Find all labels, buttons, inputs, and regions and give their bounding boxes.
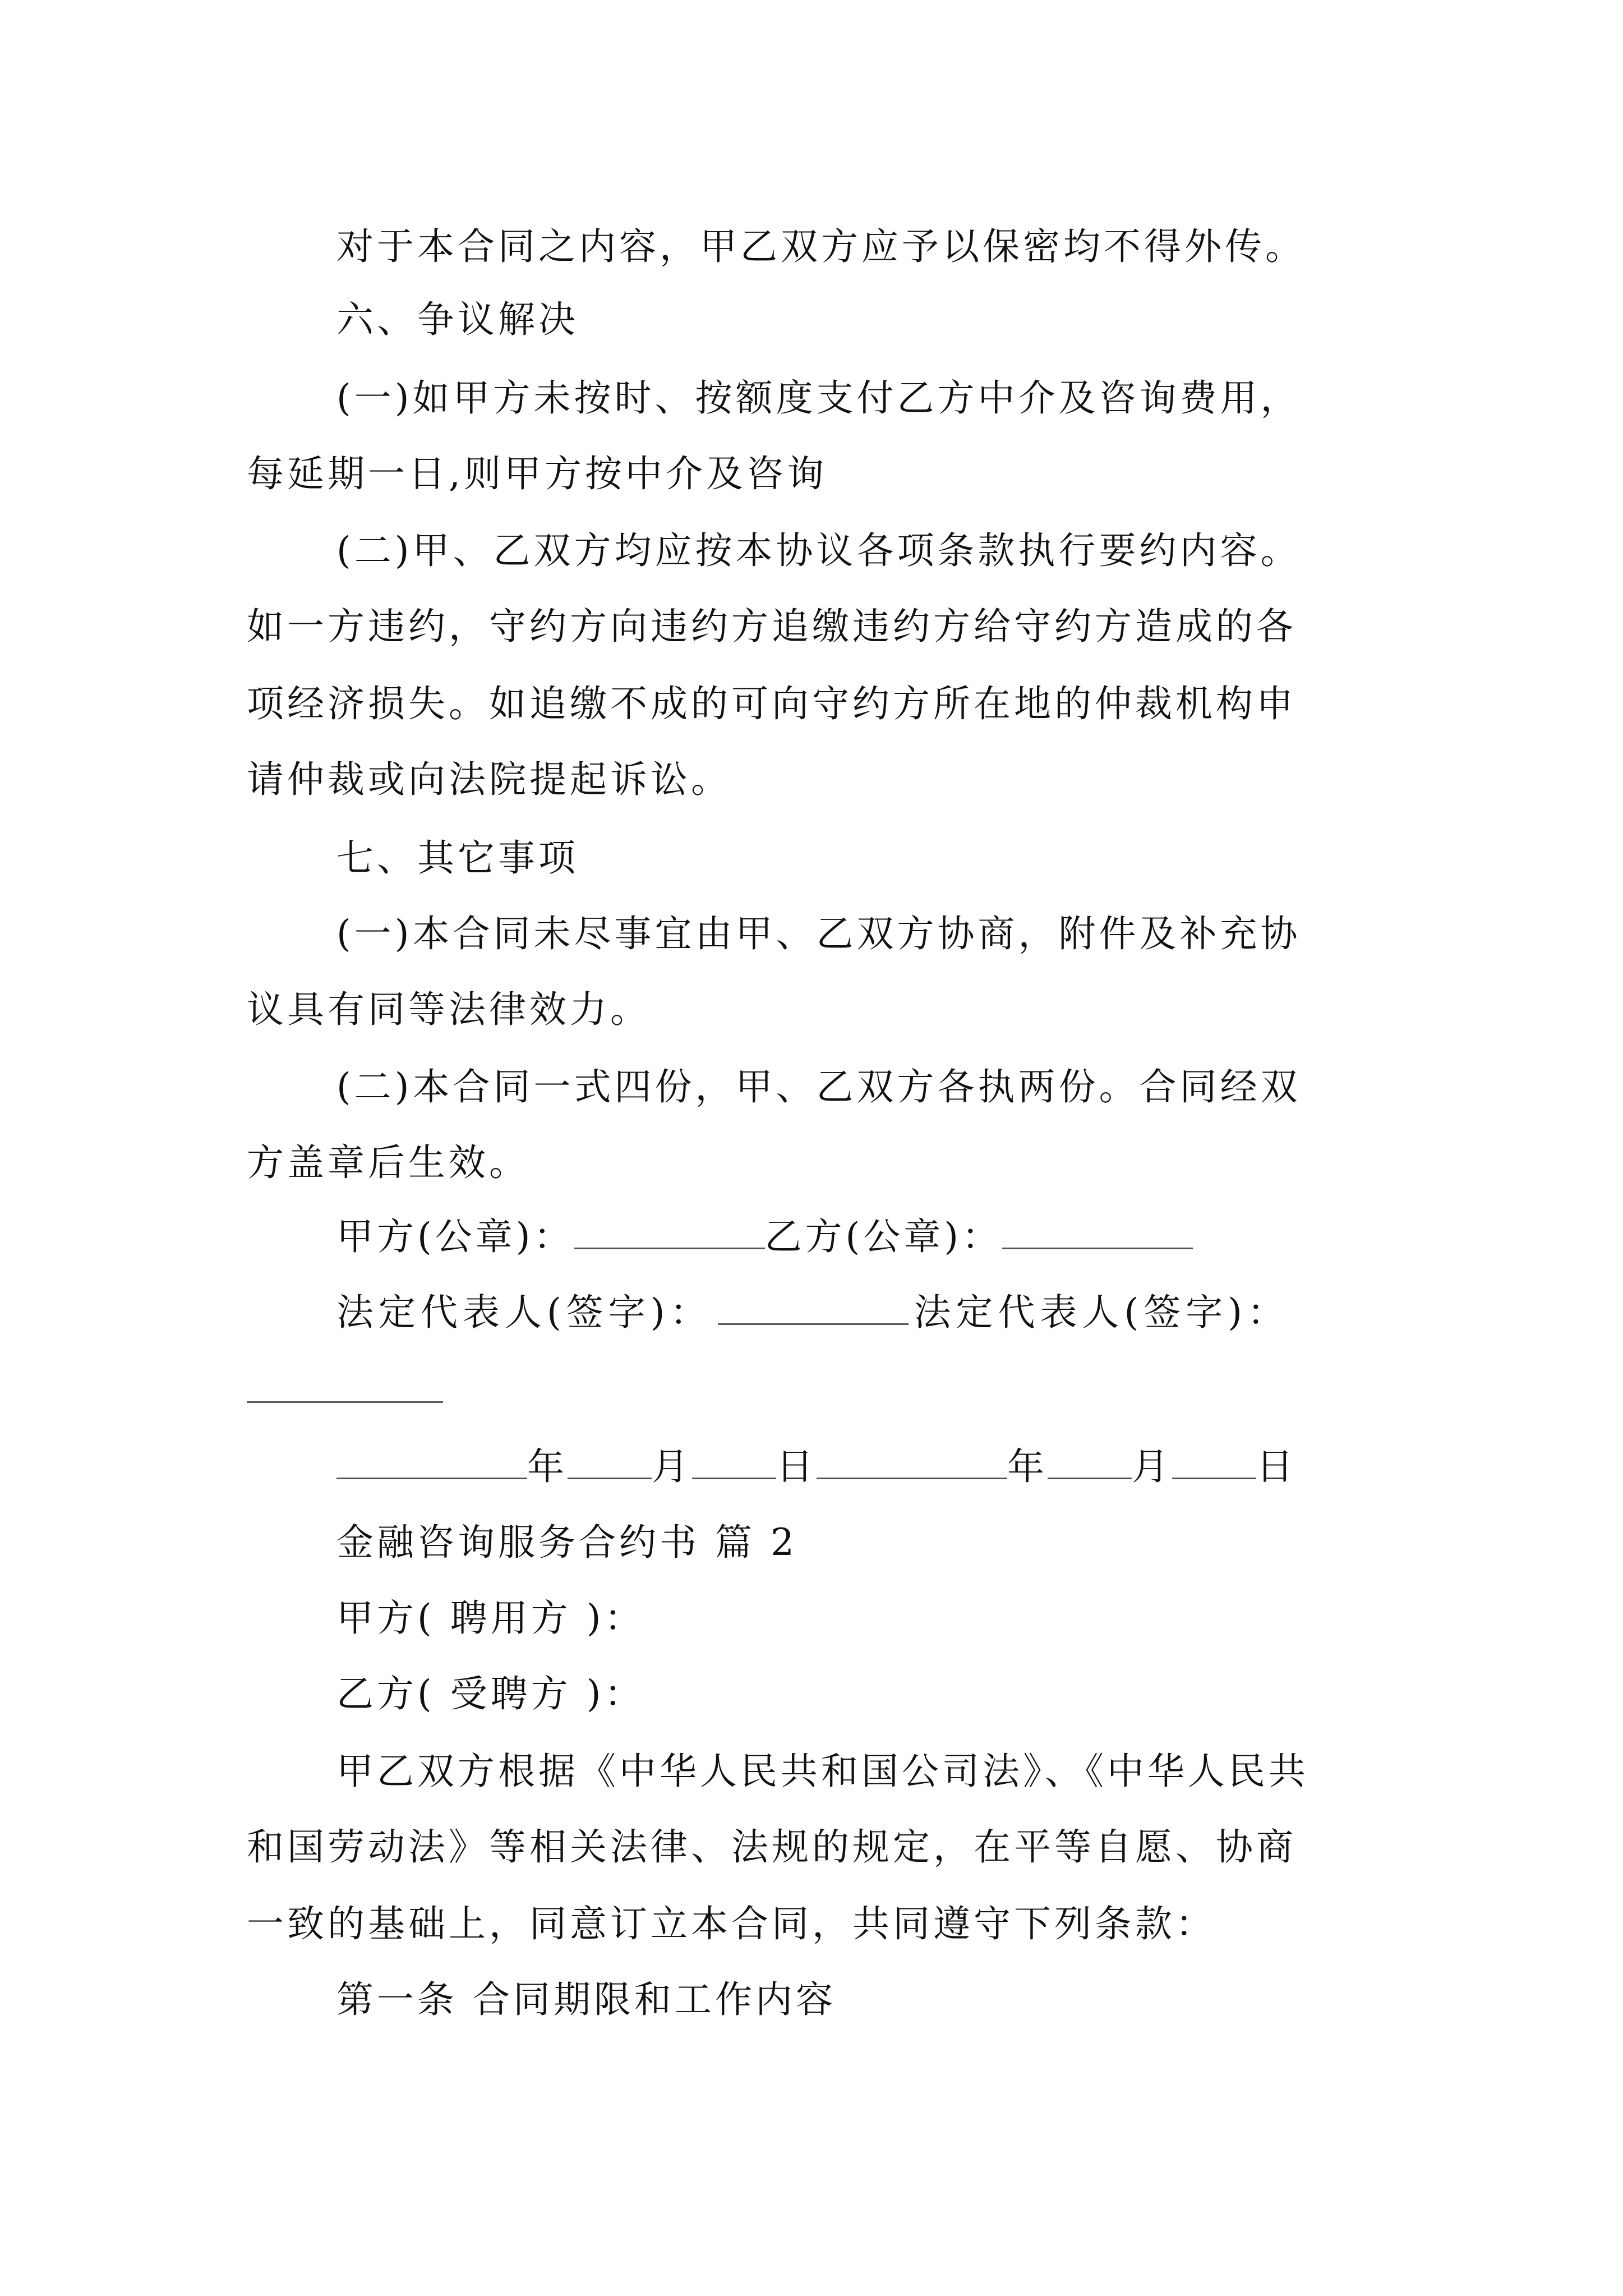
party-a-rep-label: 法定代表人(签字)： bbox=[336, 1291, 712, 1334]
other-clause-1-line-1: (一)本合同未尽事宜由甲、乙双方协商，附件及补充协 bbox=[336, 912, 1301, 955]
preamble-line-2: 和国劳动法》等相关法律、法规的规定，在平等自愿、协商 bbox=[247, 1825, 1297, 1869]
month-blank-a bbox=[568, 1443, 652, 1479]
day-label-b: 日 bbox=[1256, 1445, 1297, 1488]
year-blank-b bbox=[817, 1443, 1007, 1479]
section-seven-heading: 七、其它事项 bbox=[336, 836, 579, 880]
month-blank-b bbox=[1048, 1443, 1132, 1479]
month-label-a: 月 bbox=[652, 1445, 692, 1488]
party-a-seal-blank bbox=[574, 1213, 765, 1249]
party-b-rep-blank bbox=[247, 1401, 443, 1403]
preamble-line-1: 甲乙双方根据《中华人民共和国公司法》、《中华人民共 bbox=[336, 1750, 1309, 1793]
dispute-clause-1-line-1: (一)如甲方未按时、按额度支付乙方中介及咨询费用， bbox=[336, 376, 1301, 420]
representative-line bbox=[336, 1287, 1289, 1338]
year-label-b: 年 bbox=[1007, 1445, 1048, 1488]
year-label-a: 年 bbox=[527, 1445, 568, 1488]
dispute-clause-2-line-4: 请仲裁或向法院提起诉讼。 bbox=[247, 758, 731, 801]
party-b-rep-label: 法定代表人(签字)： bbox=[914, 1291, 1289, 1334]
section-six-heading: 六、争议解决 bbox=[336, 298, 579, 341]
party-a-employer: 甲方( 聘用方 )： bbox=[336, 1596, 645, 1640]
dispute-clause-2-line-2: 如一方违约，守约方向违约方追缴违约方给守约方造成的各 bbox=[247, 605, 1297, 648]
party-b-seal-blank bbox=[1002, 1213, 1193, 1249]
day-blank-a bbox=[692, 1443, 776, 1479]
other-clause-1-line-2: 议具有同等法律效力。 bbox=[247, 988, 651, 1031]
party-b-seal-label: 乙方(公章)： bbox=[764, 1215, 1002, 1258]
day-blank-b bbox=[1172, 1443, 1256, 1479]
article-one-heading: 第一条 合同期限和工作内容 bbox=[336, 1978, 836, 2021]
section-2-title: 金融咨询服务合约书 篇 2 bbox=[336, 1521, 797, 1564]
year-blank-a bbox=[336, 1443, 527, 1479]
dispute-clause-1-line-2: 每延期一日,则甲方按中介及咨询 bbox=[247, 452, 827, 495]
date-line bbox=[336, 1442, 1297, 1492]
party-a-rep-blank bbox=[718, 1289, 909, 1325]
preamble-line-3: 一致的基础上，同意订立本合同，共同遵守下列条款： bbox=[247, 1902, 1216, 1945]
seal-line bbox=[336, 1212, 1193, 1262]
party-b-employee: 乙方( 受聘方 )： bbox=[336, 1672, 645, 1715]
dispute-clause-2-line-1: (二)甲、乙双方均应按本协议各项条款执行要约内容。 bbox=[336, 529, 1301, 572]
month-label-b: 月 bbox=[1132, 1445, 1172, 1488]
party-a-seal-label: 甲方(公章)： bbox=[336, 1215, 574, 1258]
dispute-clause-2-line-3: 项经济损失。如追缴不成的可向守约方所在地的仲裁机构申 bbox=[247, 682, 1297, 725]
confidentiality-clause: 对于本合同之内容，甲乙双方应予以保密均不得外传。 bbox=[336, 225, 1306, 268]
day-label-a: 日 bbox=[776, 1445, 817, 1488]
other-clause-2-line-1: (二)本合同一式四份，甲、乙双方各执两份。合同经双 bbox=[336, 1065, 1301, 1108]
other-clause-2-line-2: 方盖章后生效。 bbox=[247, 1141, 529, 1184]
